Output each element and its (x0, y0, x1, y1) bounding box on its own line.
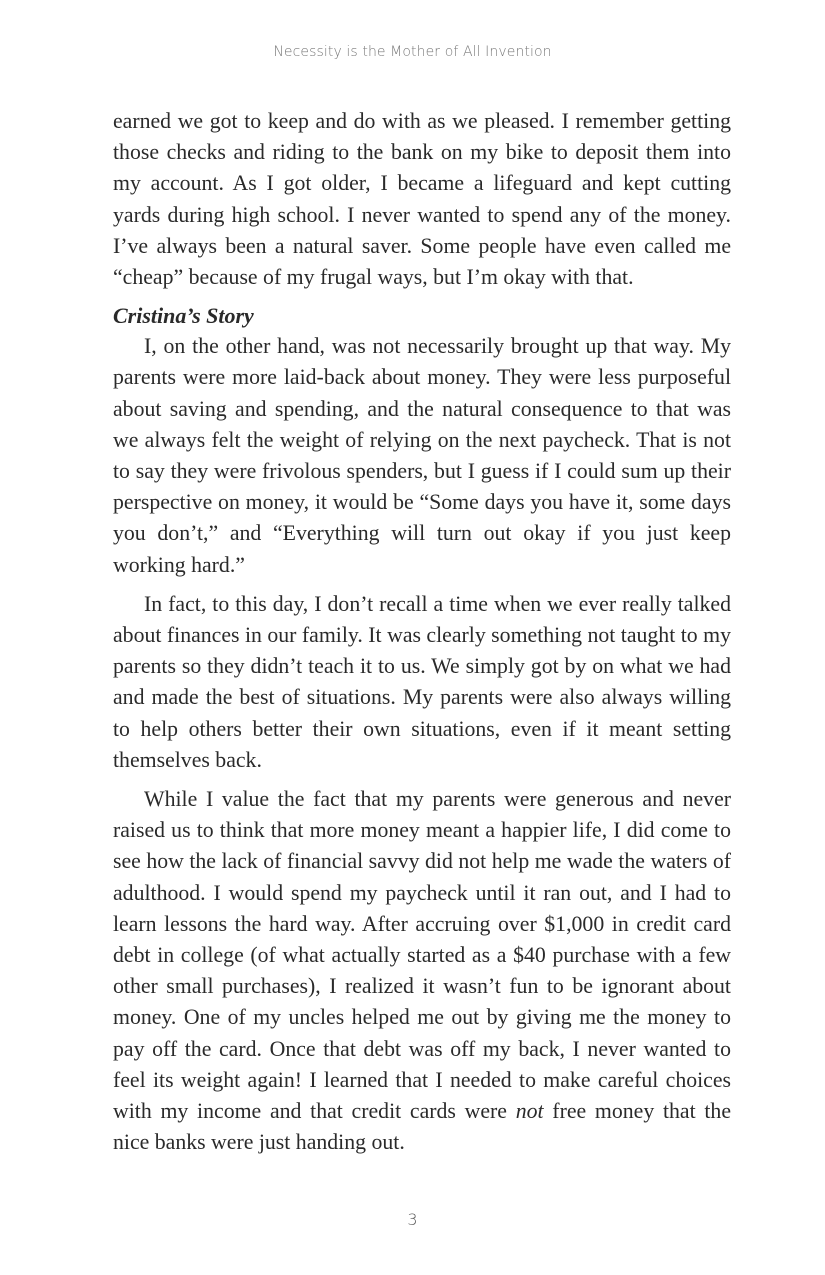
paragraph-credit-card-start: While I value the fact that my parents were generous and never raised us to think that more money meant a happier life, I did come to see how the lack of financial savvy did not help me wade the waters of adulthood. I would spend my paycheck until it ran out, and I had to learn lessons the hard way. After accruing over $1,000 in credit card debt in college (of what actually started as a $40 purchase with a few other small purchases), I realized it wasn’t fun to be ignorant about money. One of my uncles helped me out by giving me the money to pay off the card. Once that debt was off my back, I never wanted to feel its weight again! I learned that I needed to make careful choices with my income and that credit cards were (113, 787, 731, 1124)
emphasis-not: not (515, 1099, 544, 1124)
section-heading: Cristina’s Story (113, 303, 254, 329)
paragraph-finances: In fact, to this day, I don’t recall a time when we ever really talked about finances in our family. It was clearly something not taught to my parents so they didn’t teach it to us. We simply got by on what we had and made the best of situations. My parents were also always willing to help others better their own situations, even if it meant setting themselves back. (113, 591, 731, 772)
paragraph-credit-card-end: free money that the nice banks were just handing out. (113, 1099, 731, 1155)
paragraph-credit-card (113, 784, 731, 1158)
running-header: Necessity is the Mother of All Invention (273, 44, 552, 60)
paragraph-upbringing: I, on the other hand, was not necessarily brought up that way. My parents were more laid-back about money. They were less purposeful about saving and spending, and the natural consequence to that was we always felt the weight of relying on the next paycheck. That is not to say they were frivolous spenders, but I guess if I could sum up their perspective on money, it would be “Some days you have it, some days you don’t,” and “Everything will turn out okay if you just keep working hard.” (113, 334, 731, 577)
paragraph-continued: earned we got to keep and do with as we pleased. I remember getting those checks and riding to the bank on my bike to deposit them into my account. As I got older, I became a lifeguard and kept cutting yards during high school. I never wanted to spend any of the money. I’ve always been a natural saver. Some people have even called me “cheap” because of my frugal ways, but I’m okay with that. (113, 109, 731, 290)
page-number: 3 (407, 1210, 418, 1229)
body-text (113, 106, 731, 1167)
